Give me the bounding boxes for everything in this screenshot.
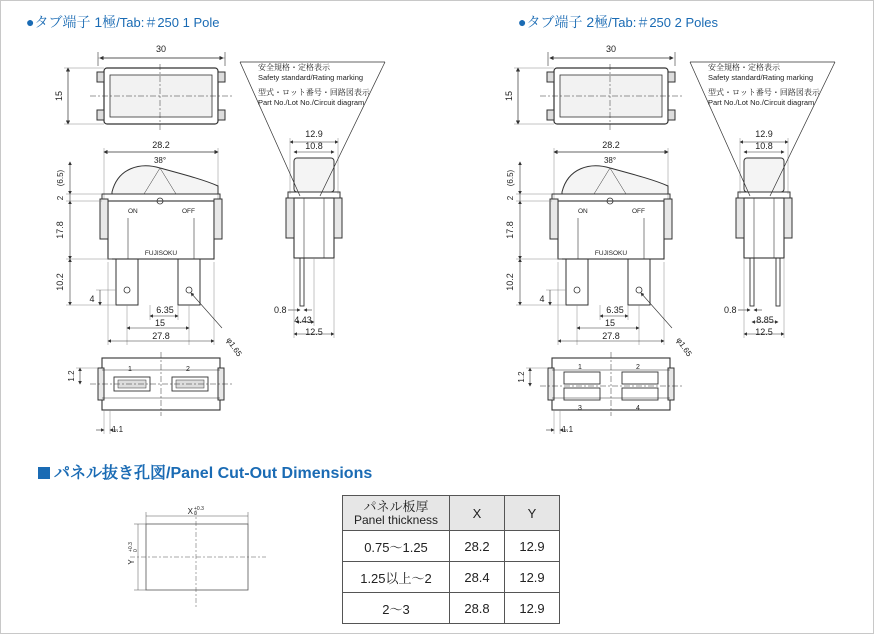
cell-y: 12.9 <box>505 593 560 624</box>
left-pin-2: 2 <box>186 366 190 373</box>
left-front-view <box>66 148 222 345</box>
right-callout-line2-en: Part No./Lot No./Circuit diagram <box>708 98 815 107</box>
left-side-108: 10.8 <box>305 141 323 151</box>
left-top-view <box>64 52 232 130</box>
left-callout-line1-en: Safety standard/Rating marking <box>258 73 364 82</box>
left-side-08: 0.8 <box>274 305 287 315</box>
right-callout-line1-en: Safety standard/Rating marking <box>708 73 814 82</box>
right-dim-278: 27.8 <box>602 331 620 341</box>
left-dim-4: 4 <box>89 294 95 304</box>
right-callout-line2-jp: 型式・ロット番号・回路図表示 <box>708 88 820 97</box>
left-dim-178: 17.8 <box>55 221 65 239</box>
left-callout-line2-jp: 型式・ロット番号・回路図表示 <box>258 88 370 97</box>
cell-thickness: 1.25以上〜2 <box>343 562 450 593</box>
left-switch-drawing <box>64 52 385 434</box>
table-header-row <box>343 496 560 531</box>
right-dim-top-height: 15 <box>504 90 514 102</box>
right-bot-12: 1.2 <box>517 371 526 383</box>
right-dim-hole: φ1.65 <box>674 335 694 359</box>
left-callout-line2-en: Part No./Lot No./Circuit diagram <box>258 98 365 107</box>
left-dim-65: (6.5) <box>56 169 65 187</box>
left-bot-12: 1.2 <box>67 370 76 382</box>
left-bottom-view <box>76 352 232 434</box>
left-heading-jp: ●タブ端子 1極 <box>26 14 117 30</box>
panel-x-tol2: 0 <box>194 511 197 517</box>
left-side-129: 12.9 <box>305 129 323 139</box>
left-dim-2: 2 <box>56 195 65 201</box>
right-pin-4: 4 <box>636 405 640 412</box>
right-pin-3: 3 <box>578 405 582 412</box>
right-pin-2: 2 <box>636 364 640 371</box>
left-dim-102: 10.2 <box>55 273 65 291</box>
right-dim-4: 4 <box>539 294 545 304</box>
left-dim-278: 27.8 <box>152 331 170 341</box>
right-dim-65: (6.5) <box>506 169 515 187</box>
right-bottom-view <box>526 352 682 434</box>
left-heading-en: /Tab:＃250 1 Pole <box>116 15 220 30</box>
panel-cutout-title: パネル抜き孔図/Panel Cut-Out Dimensions <box>38 460 372 483</box>
left-dim-15: 15 <box>154 318 166 328</box>
right-dim-178: 17.8 <box>505 221 515 239</box>
right-label-off: OFF <box>632 208 645 215</box>
right-callout-line1-jp: 安全規格・定格表示 <box>708 63 780 72</box>
right-dim-top-width: 30 <box>605 44 617 54</box>
panel-y-label: Y <box>127 559 136 565</box>
right-bot-11: 1.1 <box>562 425 574 434</box>
left-dim-hole: φ1.65 <box>224 335 244 359</box>
right-side-125: 12.5 <box>755 327 773 337</box>
header-x: X <box>450 496 505 531</box>
left-dim-top-width: 30 <box>155 44 167 54</box>
right-dim-angle: 38° <box>603 156 617 165</box>
panel-cutout-labels <box>127 506 204 565</box>
left-pin-1: 1 <box>128 366 132 373</box>
right-heading-jp: ●タブ端子 2極 <box>518 14 609 30</box>
left-label-brand: FUJISOKU <box>144 250 178 257</box>
left-side-125: 12.5 <box>305 327 323 337</box>
cell-x: 28.2 <box>450 531 505 562</box>
left-label-off: OFF <box>182 208 195 215</box>
right-front-view <box>516 148 672 345</box>
left-callout-line1-jp: 安全規格・定格表示 <box>258 63 330 72</box>
right-dim-2: 2 <box>506 195 515 201</box>
panel-cutout-drawing <box>130 510 266 608</box>
left-dim-top-height: 15 <box>54 90 64 102</box>
right-label-brand: FUJISOKU <box>594 250 628 257</box>
left-bot-11: 1.1 <box>112 425 124 434</box>
right-switch-drawing <box>514 52 835 434</box>
left-dim-635: 6.35 <box>156 305 174 315</box>
cell-y: 12.9 <box>505 531 560 562</box>
left-dim-body-width: 28.2 <box>152 140 170 150</box>
cell-x: 28.4 <box>450 562 505 593</box>
header-thickness: パネル板厚 Panel thickness <box>343 496 450 531</box>
cell-thickness: 0.75〜1.25 <box>343 531 450 562</box>
right-side-885: 8.85 <box>756 315 774 325</box>
panel-x-label: X <box>187 507 193 516</box>
table-row <box>343 593 560 624</box>
cell-x: 28.8 <box>450 593 505 624</box>
square-bullet-icon <box>38 467 50 479</box>
left-dim-angle: 38° <box>153 156 167 165</box>
table-row <box>343 562 560 593</box>
right-dim-15: 15 <box>604 318 616 328</box>
right-pin-1: 1 <box>578 364 582 371</box>
right-heading-en: /Tab:＃250 2 Poles <box>608 15 718 30</box>
right-dim-102: 10.2 <box>505 273 515 291</box>
left-label-on: ON <box>128 208 138 215</box>
panel-y-tol2: 0 <box>133 549 139 552</box>
panel-thickness-table <box>342 495 560 624</box>
left-callout-text <box>258 62 371 107</box>
right-side-08: 0.8 <box>724 305 737 315</box>
right-dim-body-width: 28.2 <box>602 140 620 150</box>
panel-y-tol: +0.3 <box>128 542 134 552</box>
right-callout-text <box>708 62 821 107</box>
panel-x-tol: +0.3 <box>194 506 204 512</box>
right-side-108: 10.8 <box>755 141 773 151</box>
header-y: Y <box>505 496 560 531</box>
right-top-view <box>514 52 682 130</box>
cell-thickness: 2〜3 <box>343 593 450 624</box>
right-side-129: 12.9 <box>755 129 773 139</box>
table-row <box>343 531 560 562</box>
left-side-443: 4.43 <box>294 315 312 325</box>
right-dim-635: 6.35 <box>606 305 624 315</box>
right-label-on: ON <box>578 208 588 215</box>
cell-y: 12.9 <box>505 562 560 593</box>
